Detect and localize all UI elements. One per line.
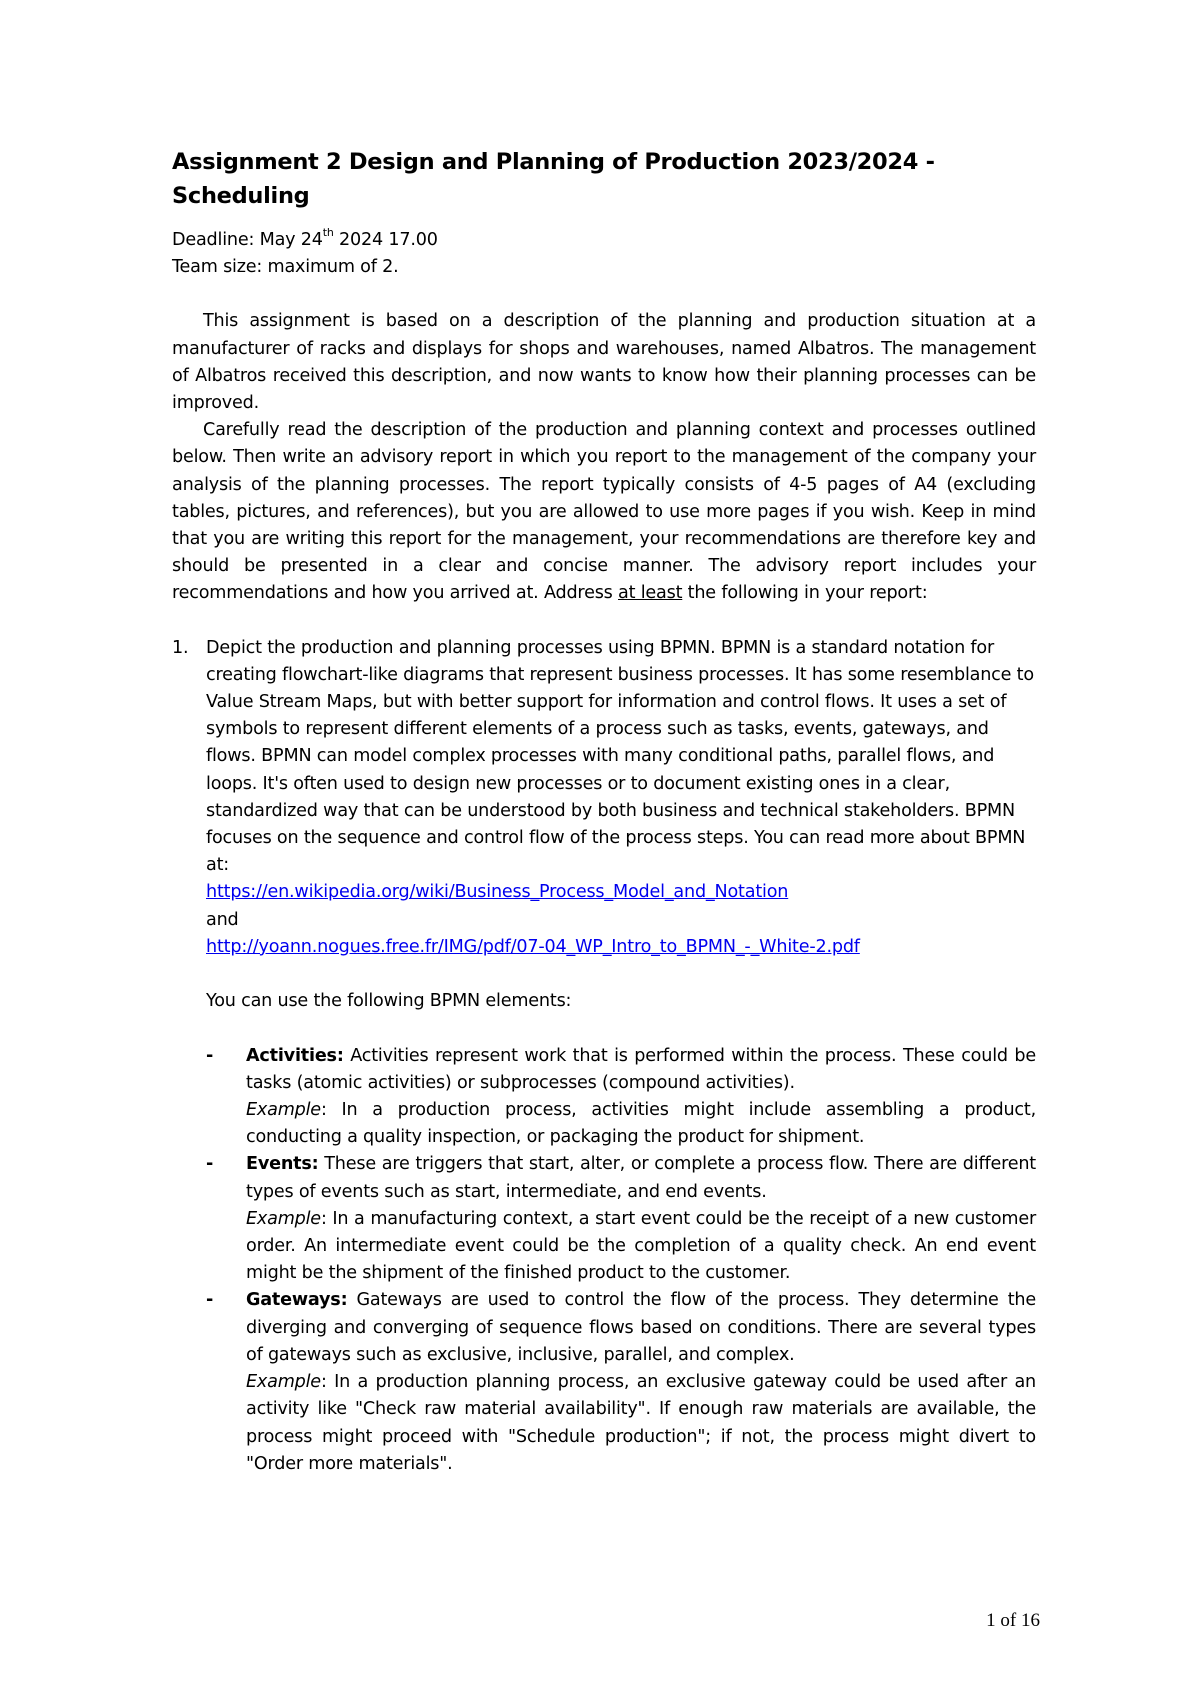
intro-paragraph-2-before: Carefully read the description of the production and planning context and processes outlined below. Then write an advisory report in which you report to the management of the company your analysis of the planning processes. The report typically consists of 4-5 pages of A4 (excluding tables, pictures, and references), but you are allowed to use more pages if you wish. Keep in mind that you are writing this report for the management, your recommendations are therefore key and should be presented in a clear and concise manner. The advisory report includes your recommendations and how you arrived at. Address <box>172 420 1036 604</box>
bpmn-elements-intro: You can use the following BPMN elements: <box>206 991 572 1012</box>
list-item-body <box>206 635 1036 1478</box>
bullet-body <box>246 1151 1036 1287</box>
page-number: 1 of 16 <box>986 1610 1040 1631</box>
at-least-underline: at least <box>618 583 683 604</box>
example-text: : In a manufacturing context, a start event could be the receipt of a new customer order. An intermediate event could be the completion of a quality check. An end event might be the shipment of the finished product to the customer. <box>246 1208 1036 1284</box>
bullet-text: Activities represent work that is performed within the process. These could be tasks (atomic activities) or subprocesses (compound activities). <box>246 1045 1036 1093</box>
bullet-body <box>246 1287 1036 1477</box>
example-text: : In a production process, activities might include assembling a product, conducting a quality inspection, or packaging the product for shipment. <box>246 1100 1036 1148</box>
bullet-term: Gateways: <box>246 1290 348 1311</box>
spacer <box>206 961 1036 988</box>
bullet-body <box>246 1043 1036 1152</box>
example-label: Example <box>246 1100 321 1121</box>
intro-section <box>172 308 1036 607</box>
bullet-description <box>246 1043 1036 1097</box>
example-text: : In a production planning process, an exclusive gateway could be used after an activity like "Check raw material availability". If enough raw materials are available, the process might proceed with "Schedule production"; if not, the process might divert to "Order more materials". <box>246 1372 1036 1474</box>
intro-paragraph-2 <box>172 417 1036 607</box>
and-text: and <box>206 909 239 930</box>
assignment-meta <box>172 227 1036 281</box>
bullet-example <box>246 1097 1036 1151</box>
deadline-suffix: 2024 17.00 <box>333 230 438 250</box>
bullet-example <box>246 1369 1036 1478</box>
bullet-term: Activities: <box>246 1045 344 1066</box>
deadline-prefix: Deadline: May 24 <box>172 230 323 250</box>
team-size-line: Team size: maximum of 2. <box>172 257 399 278</box>
bullet-text: Gateways are used to control the flow of the process. They determine the diverging and converging of sequence flows based on conditions. There are several types of gateways such as exclusive, inclusive, parallel, and complex. <box>246 1290 1036 1365</box>
bullet-marker: - <box>206 1154 214 1175</box>
example-label: Example <box>246 1208 321 1229</box>
spacer <box>206 1015 1036 1042</box>
intro-paragraph-2-after: the following in your report: <box>682 583 928 604</box>
bullet-marker: - <box>206 1290 214 1311</box>
deadline-line <box>172 227 1036 254</box>
bpmn-pdf-link[interactable]: http://yoann.nogues.free.fr/IMG/pdf/07-04_WP_Intro_to_BPMN_-_White-2.pdf <box>206 936 860 957</box>
bullet-events <box>206 1151 1036 1287</box>
bullet-gateways <box>206 1287 1036 1477</box>
bullet-description <box>246 1287 1036 1369</box>
bullet-example <box>246 1206 1036 1288</box>
numbered-list <box>172 635 1036 1478</box>
bullet-marker: - <box>206 1045 214 1066</box>
intro-paragraph-1: This assignment is based on a description of the planning and production situation at a manufacturer of racks and displays for shops and warehouses, named Albatros. The management of Albatros received this description, and now wants to know how their planning processes can be improved. <box>172 311 1036 414</box>
example-label: Example <box>246 1372 321 1393</box>
bullet-text: These are triggers that start, alter, or complete a process flow. There are different types of events such as start, intermediate, and end events. <box>246 1154 1036 1202</box>
list-number: 1. <box>172 637 189 658</box>
bullet-term: Events: <box>246 1154 319 1175</box>
document-content <box>172 145 1036 1478</box>
bullet-description <box>246 1151 1036 1205</box>
list-item <box>172 635 1036 1478</box>
deadline-superscript: th <box>322 226 334 240</box>
document-title: Assignment 2 Design and Planning of Production 2023/2024 - Scheduling <box>172 149 935 209</box>
bpmn-description: Depict the production and planning processes using BPMN. BPMN is a standard notation for creating flowchart-like diagrams that represent business processes. It has some resemblance to Value Stream Maps, but with better support for information and control flows. It uses a set of symbols to represent different elements of a process such as tasks, events, gateways, and flows. BPMN can model complex processes with many conditional paths, parallel flows, and loops. It's often used to design new processes or to document existing ones in a clear, standardized way that can be understood by both business and technical stakeholders. BPMN focuses on the sequence and control flow of the process steps. You can read more about BPMN at: <box>206 637 1034 876</box>
wikipedia-bpmn-link[interactable]: https://en.wikipedia.org/wiki/Business_Process_Model_and_Notation <box>206 882 789 903</box>
bullet-activities <box>206 1043 1036 1152</box>
